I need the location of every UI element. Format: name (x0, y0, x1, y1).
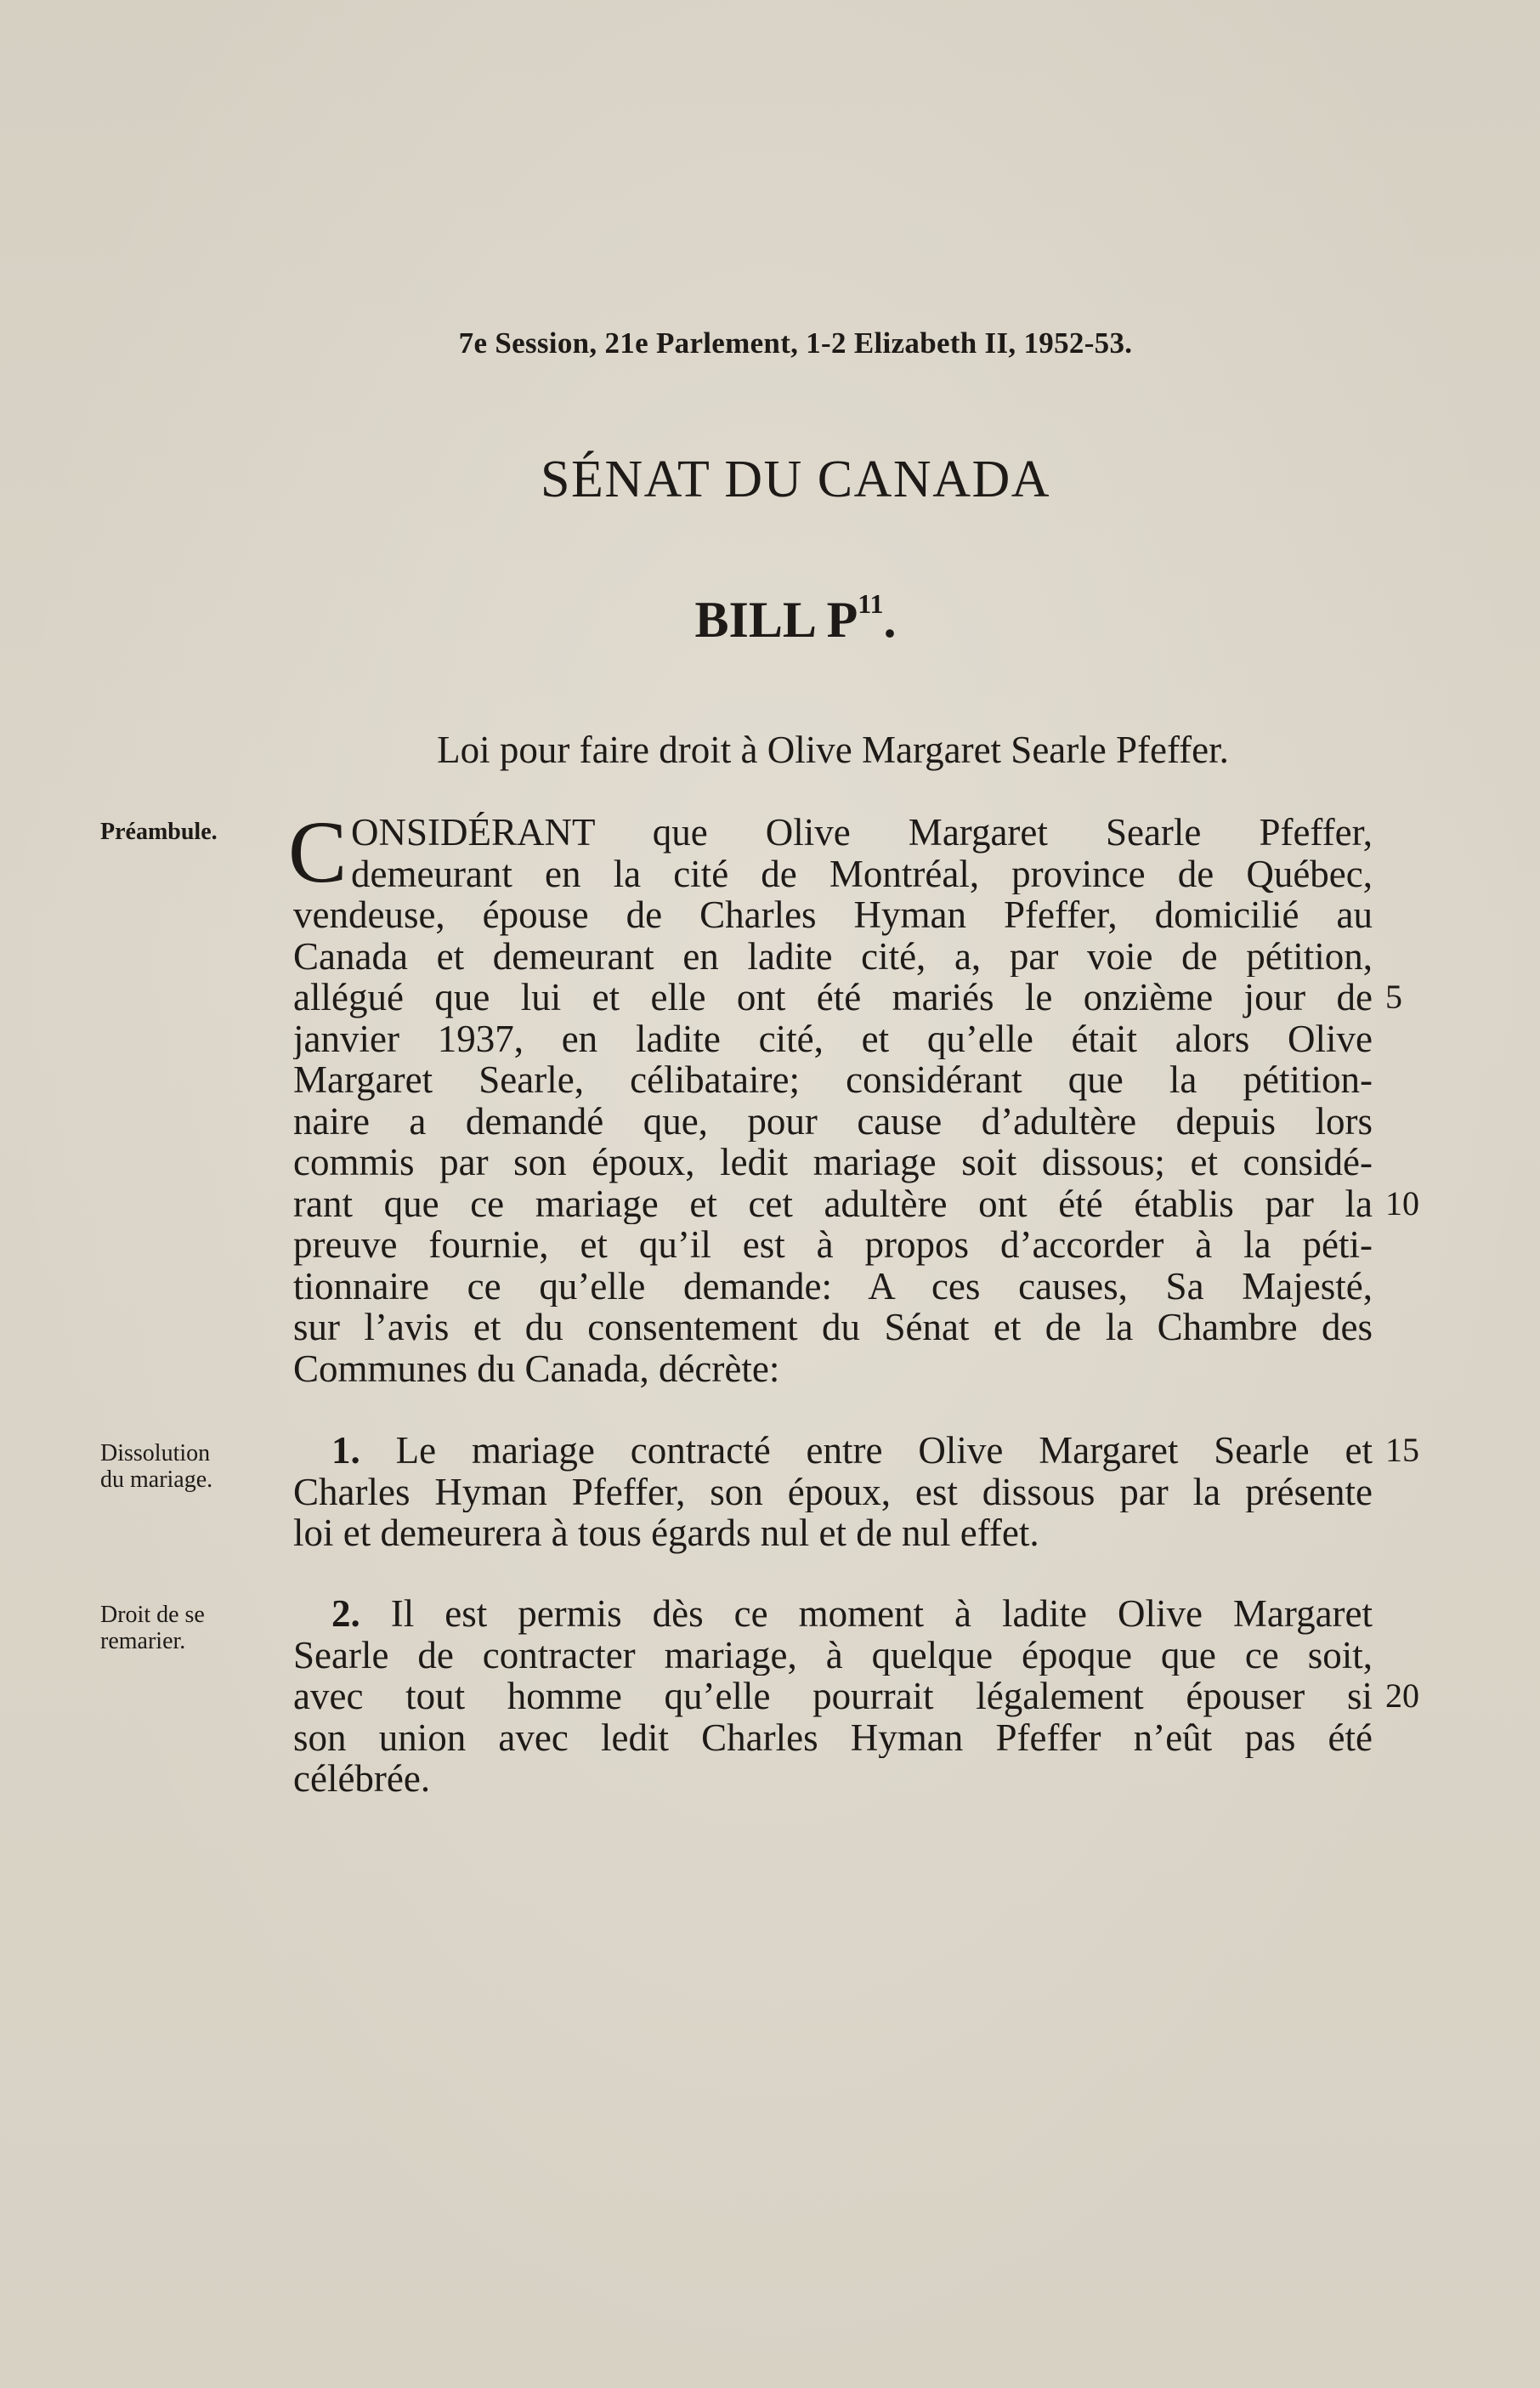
preamble-line: allégué que lui et elle ont été mariés le onzième jour de (293, 977, 1373, 1018)
bill-short-title: Loi pour faire droit à Olive Margaret Searle Pfeffer. (437, 729, 1229, 771)
preamble-line: Communes du Canada, décrète: (293, 1347, 780, 1390)
preamble-line: commis par son époux, ledit mariage soit dissous; et considé- (293, 1142, 1373, 1183)
margin-note-dissolution (100, 1440, 270, 1493)
section-1-number: 1. (331, 1430, 360, 1472)
bill-superscript: 11 (858, 588, 884, 619)
preamble-line: ONSIDÉRANT que Olive Margaret Searle Pfeffer, (351, 812, 1373, 854)
line-number: 20 (1385, 1676, 1419, 1715)
preamble-line: vendeuse, épouse de Charles Hyman Pfeffer, domicilié au (293, 894, 1373, 936)
chamber-title: SÉNAT DU CANADA (540, 451, 1051, 508)
section-2-first-line-text: Il est permis dès ce moment à ladite Olive Margaret (390, 1593, 1373, 1635)
margin-note-remarry-line: Droit de se (100, 1602, 205, 1628)
section-2-line (293, 1593, 1373, 1635)
section-2-line: avec tout homme qu’elle pourrait légalement épouser si (293, 1676, 1373, 1717)
preamble-line: sur l’avis et du consentement du Sénat et de la Chambre des (293, 1307, 1373, 1348)
section-2-number: 2. (331, 1593, 360, 1635)
section-1-line: loi et demeurera à tous égards nul et de nul effet. (293, 1512, 1039, 1554)
preamble-line: preuve fournie, et qu’il est à propos d’accorder à la péti- (293, 1224, 1373, 1266)
margin-note-dissolution-line: du mariage. (100, 1466, 213, 1493)
preamble-line: rant que ce mariage et cet adultère ont été établis par la (293, 1183, 1373, 1224)
line-number: 5 (1385, 978, 1402, 1016)
bill-period: . (883, 592, 897, 648)
preamble-line: Margaret Searle, célibataire; considérant que la pétition- (293, 1059, 1373, 1101)
line-number: 15 (1385, 1431, 1419, 1469)
preamble-line: Canada et demeurant en ladite cité, a, par voie de pétition, (293, 935, 1373, 977)
margin-note-remarry-line: remarier. (100, 1628, 186, 1654)
margin-note-remarry (100, 1602, 270, 1654)
preamble-line: tionnaire ce qu’elle demande: A ces causes, Sa Majesté, (293, 1265, 1373, 1307)
line-number: 10 (1385, 1184, 1419, 1222)
margin-note-preamble: Préambule. (100, 819, 218, 845)
section-2 (293, 1593, 1373, 1800)
margin-note-dissolution-line: Dissolution (100, 1440, 211, 1466)
session-heading: 7e Session, 21e Parlement, 1-2 Elizabeth II, 1952-53. (458, 326, 1133, 360)
section-2-line: célébrée. (293, 1757, 431, 1800)
bill-label: BILL P (694, 592, 858, 648)
section-1-line: Charles Hyman Pfeffer, son époux, est dissous par la présente (293, 1471, 1373, 1512)
preamble-paragraph (288, 803, 1373, 1390)
preamble-line: janvier 1937, en ladite cité, et qu’elle était alors Olive (293, 1018, 1373, 1059)
preamble-line: naire a demandé que, pour cause d’adultère depuis lors (293, 1100, 1373, 1142)
section-1-line (293, 1430, 1373, 1472)
drop-cap: C (288, 803, 348, 901)
section-2-line: Searle de contracter mariage, à quelque époque que ce soit, (293, 1634, 1373, 1676)
section-1-first-line-text: Le mariage contracté entre Olive Margaret Searle et (395, 1430, 1373, 1472)
bill-number (0, 589, 1540, 650)
preamble-line: demeurant en la cité de Montréal, province de Québec, (351, 853, 1373, 894)
section-2-line: son union avec ledit Charles Hyman Pfeffer n’eût pas été (293, 1716, 1373, 1758)
section-1 (293, 1430, 1373, 1554)
